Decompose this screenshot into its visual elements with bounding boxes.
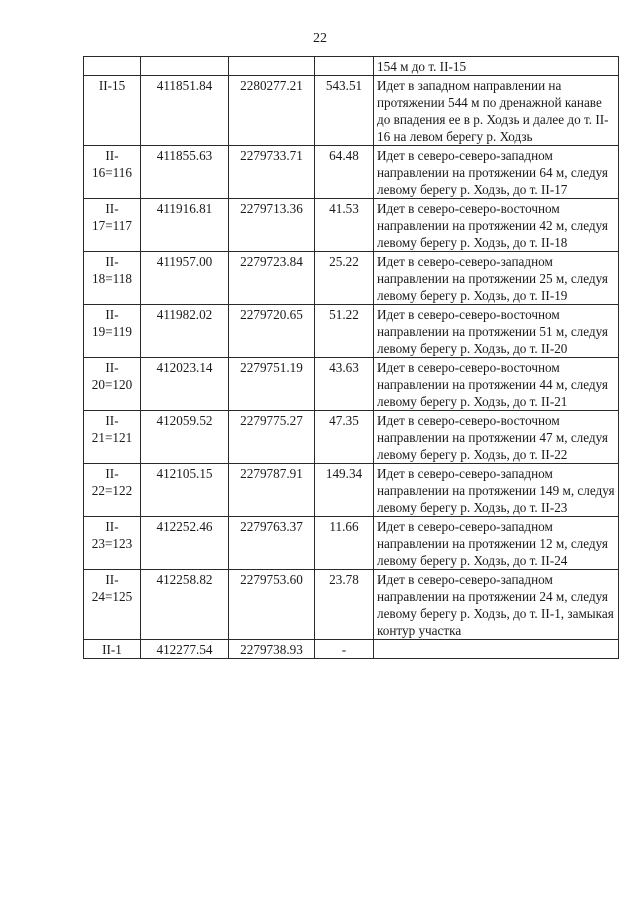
point-id-cell	[84, 252, 141, 305]
point-id-line: II-	[105, 572, 119, 587]
point-id-line: 21=121	[91, 430, 133, 445]
segment-length-cell: 25.22	[315, 252, 374, 305]
point-id-line: II-	[105, 148, 119, 163]
point-id-line: 24=125	[91, 589, 133, 604]
segment-length-cell: -	[315, 640, 374, 659]
boundary-description-cell: Идет в северо-северо-восточном направлении на протяжении 44 м, следуя левому берегу р. Ходзь, до т. II-21	[374, 358, 619, 411]
point-id-line: II-15	[98, 78, 126, 93]
segment-length-cell: 43.63	[315, 358, 374, 411]
table-row	[84, 199, 619, 252]
table-row	[84, 57, 619, 76]
point-id-cell	[84, 464, 141, 517]
boundary-description-cell: Идет в северо-северо-западном направлении на протяжении 64 м, следуя левому берегу р. Ходзь, до т. II-17	[374, 146, 619, 199]
x-coordinate-cell: 411855.63	[141, 146, 229, 199]
segment-length-cell: 543.51	[315, 76, 374, 146]
point-id-cell	[84, 570, 141, 640]
boundary-description-cell: Идет в северо-северо-западном направлении на протяжении 12 м, следуя левому берегу р. Ходзь, до т. II-24	[374, 517, 619, 570]
table-row	[84, 146, 619, 199]
table-body	[84, 57, 619, 659]
point-id-line: II-1	[102, 642, 122, 657]
segment-length-cell: 47.35	[315, 411, 374, 464]
point-id-cell	[84, 146, 141, 199]
y-coordinate-cell: 2279720.65	[229, 305, 315, 358]
boundary-coordinates-table	[83, 56, 619, 659]
table-row	[84, 640, 619, 659]
point-id-cell	[84, 199, 141, 252]
segment-length-cell: 149.34	[315, 464, 374, 517]
boundary-description-cell: Идет в западном направлении на протяжении 544 м по дренажной канаве до впадения ее в р. Ходзь и далее до т. II-16 на левом берегу р. Ходзь	[374, 76, 619, 146]
point-id-line: 23=123	[91, 536, 133, 551]
segment-length-cell	[315, 57, 374, 76]
segment-length-cell: 41.53	[315, 199, 374, 252]
point-id-line: II-	[105, 307, 119, 322]
x-coordinate-cell: 411916.81	[141, 199, 229, 252]
y-coordinate-cell: 2279733.71	[229, 146, 315, 199]
segment-length-cell: 11.66	[315, 517, 374, 570]
y-coordinate-cell: 2279723.84	[229, 252, 315, 305]
table-row	[84, 252, 619, 305]
x-coordinate-cell	[141, 57, 229, 76]
table-row	[84, 517, 619, 570]
boundary-description-cell: Идет в северо-северо-восточном направлении на протяжении 42 м, следуя левому берегу р. Ходзь, до т. II-18	[374, 199, 619, 252]
x-coordinate-cell: 412258.82	[141, 570, 229, 640]
table-row	[84, 464, 619, 517]
y-coordinate-cell: 2279775.27	[229, 411, 315, 464]
point-id-line: II-	[105, 254, 119, 269]
y-coordinate-cell: 2280277.21	[229, 76, 315, 146]
x-coordinate-cell: 412252.46	[141, 517, 229, 570]
x-coordinate-cell: 412023.14	[141, 358, 229, 411]
point-id-cell	[84, 411, 141, 464]
point-id-cell	[84, 640, 141, 659]
x-coordinate-cell: 411851.84	[141, 76, 229, 146]
point-id-line: II-	[105, 201, 119, 216]
point-id-line: 22=122	[91, 483, 133, 498]
segment-length-cell: 51.22	[315, 305, 374, 358]
point-id-line: 17=117	[92, 218, 132, 233]
y-coordinate-cell: 2279713.36	[229, 199, 315, 252]
y-coordinate-cell: 2279753.60	[229, 570, 315, 640]
boundary-description-cell: Идет в северо-северо-восточном направлении на протяжении 47 м, следуя левому берегу р. Ходзь, до т. II-22	[374, 411, 619, 464]
y-coordinate-cell: 2279763.37	[229, 517, 315, 570]
boundary-description-cell: Идет в северо-северо-восточном направлении на протяжении 51 м, следуя левому берегу р. Ходзь, до т. II-20	[374, 305, 619, 358]
point-id-line: II-	[105, 413, 119, 428]
x-coordinate-cell: 412277.54	[141, 640, 229, 659]
point-id-line: 18=118	[92, 271, 132, 286]
segment-length-cell: 64.48	[315, 146, 374, 199]
point-id-line: 16=116	[92, 165, 132, 180]
y-coordinate-cell	[229, 57, 315, 76]
point-id-line: 19=119	[92, 324, 132, 339]
page-number: 22	[313, 31, 327, 46]
segment-length-cell: 23.78	[315, 570, 374, 640]
y-coordinate-cell: 2279738.93	[229, 640, 315, 659]
point-id-cell	[84, 57, 141, 76]
point-id-cell	[84, 517, 141, 570]
boundary-description-cell: Идет в северо-северо-западном направлении на протяжении 25 м, следуя левому берегу р. Ходзь, до т. II-19	[374, 252, 619, 305]
point-id-line: II-	[105, 519, 119, 534]
boundary-description-cell: Идет в северо-северо-западном направлении на протяжении 149 м, следуя левому берегу р. Ходзь, до т. II-23	[374, 464, 619, 517]
y-coordinate-cell: 2279787.91	[229, 464, 315, 517]
point-id-line: II-	[105, 360, 119, 375]
y-coordinate-cell: 2279751.19	[229, 358, 315, 411]
x-coordinate-cell: 411957.00	[141, 252, 229, 305]
point-id-cell	[84, 76, 141, 146]
point-id-line: II-	[105, 466, 119, 481]
point-id-cell	[84, 358, 141, 411]
boundary-description-cell: 154 м до т. II-15	[374, 57, 619, 76]
table-row	[84, 305, 619, 358]
x-coordinate-cell: 411982.02	[141, 305, 229, 358]
x-coordinate-cell: 412105.15	[141, 464, 229, 517]
point-id-line: 20=120	[91, 377, 133, 392]
x-coordinate-cell: 412059.52	[141, 411, 229, 464]
table-row	[84, 76, 619, 146]
point-id-cell	[84, 305, 141, 358]
boundary-description-cell: Идет в северо-северо-западном направлении на протяжении 24 м, следуя левому берегу р. Ходзь, до т. II-1, замыкая контур участка	[374, 570, 619, 640]
table-row	[84, 358, 619, 411]
table-row	[84, 411, 619, 464]
boundary-description-cell	[374, 640, 619, 659]
table-row	[84, 570, 619, 640]
